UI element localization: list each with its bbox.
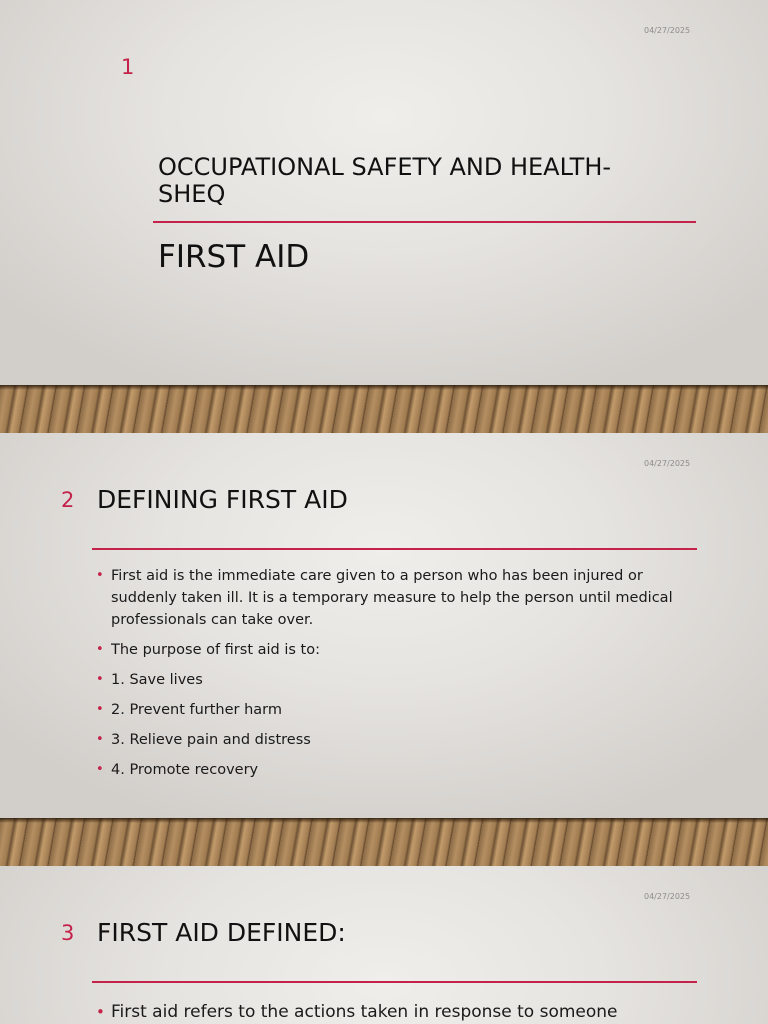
bullet-icon: • bbox=[96, 702, 104, 717]
bullet-list bbox=[96, 1001, 736, 1024]
list-item bbox=[96, 1001, 736, 1023]
slide-2 bbox=[0, 433, 768, 866]
wood-floor bbox=[0, 818, 768, 866]
wood-floor bbox=[0, 385, 768, 433]
slide-number: 1 bbox=[121, 55, 135, 79]
list-item bbox=[96, 639, 691, 661]
slide-date: 04/27/2025 bbox=[644, 892, 691, 901]
slide-title: FIRST AID DEFINED: bbox=[97, 918, 346, 947]
slide-subtitle: FIRST AID bbox=[158, 239, 310, 275]
bullet-list bbox=[96, 565, 691, 789]
slide-1 bbox=[0, 0, 768, 433]
slide-title: OCCUPATIONAL SAFETY AND HEALTH-SHEQ bbox=[158, 153, 612, 208]
bullet-icon: • bbox=[96, 568, 104, 583]
bullet-text: 1. Save lives bbox=[111, 672, 203, 688]
bullet-icon: • bbox=[96, 762, 104, 777]
bullet-text: 3. Relieve pain and distress bbox=[111, 732, 311, 748]
bullet-text: 4. Promote recovery bbox=[111, 762, 259, 778]
list-item bbox=[96, 759, 691, 781]
slide-title: DEFINING FIRST AID bbox=[97, 485, 348, 514]
bullet-icon: • bbox=[96, 732, 104, 747]
bullet-icon: • bbox=[96, 642, 104, 657]
list-item bbox=[96, 669, 691, 691]
bullet-text: First aid refers to the actions taken in response to someone bbox=[111, 1002, 618, 1022]
bullet-text: First aid is the immediate care given to a person who has been injured or suddenly taken ill. It is a temporary measure to help the person until medical professionals can take over. bbox=[111, 568, 673, 628]
list-item bbox=[96, 565, 691, 631]
slide-date: 04/27/2025 bbox=[644, 459, 691, 468]
list-item bbox=[96, 729, 691, 751]
slide-number: 2 bbox=[61, 488, 75, 512]
title-divider bbox=[92, 548, 697, 550]
list-item bbox=[96, 699, 691, 721]
bullet-icon: • bbox=[96, 1003, 105, 1021]
bullet-icon: • bbox=[96, 672, 104, 687]
title-divider bbox=[153, 221, 696, 223]
title-divider bbox=[92, 981, 697, 983]
bullet-text: The purpose of first aid is to: bbox=[111, 642, 320, 658]
bullet-text: 2. Prevent further harm bbox=[111, 702, 283, 718]
slide-date: 04/27/2025 bbox=[644, 26, 691, 35]
slide-number: 3 bbox=[61, 921, 75, 945]
slide-3 bbox=[0, 866, 768, 1024]
